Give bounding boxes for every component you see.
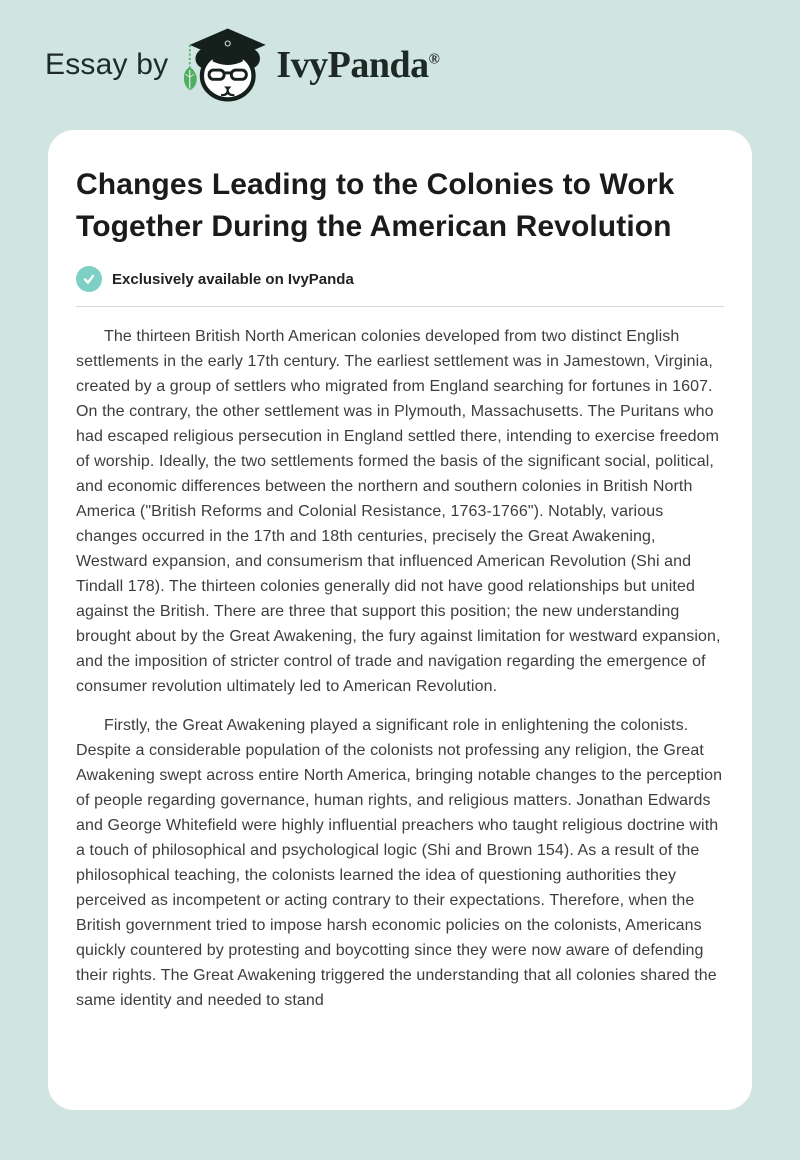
- essay-paragraph-2: Firstly, the Great Awakening played a significant role in enlightening the colonists. Despite a considerable population of the colonists not professing any religion, the Great Awakening swept across entire North America, bringing notable changes to the perception of people regarding governance, human rights, and religious matters. Jonathan Edwards and George Whitefield were highly influential preachers who taught religious doctrine with a touch of philosophical and psychological logic (Shi and Brown 154). As a result of the philosophical teaching, the colonists learned the idea of questioning authorities they perceived as incompetent or acting contrary to their expectations. Therefore, when the British government tried to impose harsh economic policies on the colonists, Americans quickly countered by protesting and boycotting since they were now aware of defending their rights. The Great Awakening triggered the understanding that all colonies shared the same identity and needed to stand: [76, 717, 723, 1009]
- registered-mark: ®: [428, 51, 440, 68]
- panda-graduate-icon: [184, 25, 270, 105]
- page-title: Changes Leading to the Colonies to Work Together During the American Revolution: [76, 168, 675, 243]
- exclusive-badge-label: Exclusively available on IvyPanda: [112, 270, 354, 288]
- brand-wordmark: IvyPanda®: [276, 44, 440, 86]
- ivypanda-logo: [184, 25, 439, 105]
- site-header: [0, 0, 800, 130]
- divider: [76, 306, 724, 307]
- essay-by-label: Essay by: [45, 48, 169, 81]
- exclusive-badge: [76, 266, 724, 292]
- ivy-leaf-icon: [184, 67, 197, 90]
- essay-card: [48, 130, 752, 1110]
- essay-body: [76, 324, 724, 1013]
- checkmark-icon: [76, 266, 102, 292]
- essay-paragraph-1: The thirteen British North American colonies developed from two distinct English settlements in the early 17th century. The earliest settlement was in Jamestown, Virginia, created by a group of settlers who migrated from England searching for fortunes in 1607. On the contrary, the other settlement was in Plymouth, Massachusetts. The Puritans who had escaped religious persecution in England settled there, intending to exercise freedom of worship. Ideally, the two settlements formed the basis of the significant social, political, and economic differences between the northern and southern colonies in British North America ("British Reforms and Colonial Resistance, 1763-1766"). Notably, various changes occurred in the 17th and 18th centuries, precisely the Great Awakening, Westward expansion, and consumerism that influenced American Revolution (Shi and Tindall 178). The thirteen colonies generally did not have good relationships but united against the British. There are three that support this position; the new understanding brought about by the Great Awakening, the fury against limitation for westward expansion, and the imposition of stricter control of trade and navigation regarding the emergence of consumer revolution ultimately led to American Revolution.: [76, 328, 721, 695]
